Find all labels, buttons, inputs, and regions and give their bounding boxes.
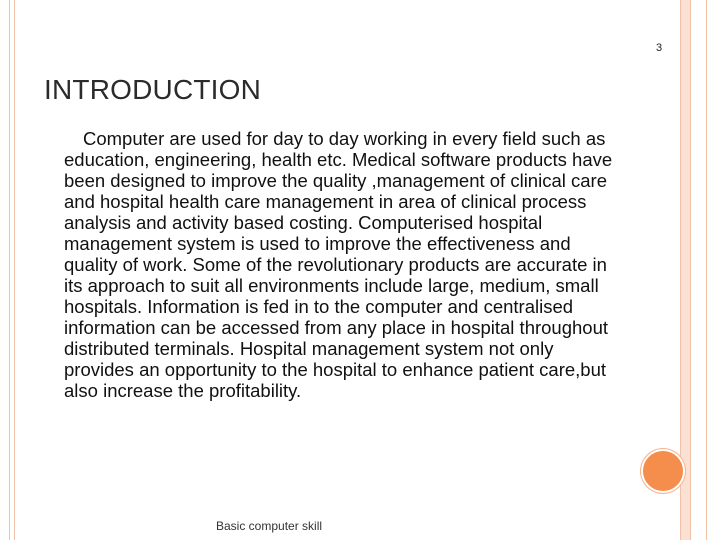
left-rail-inner [14,0,15,540]
slide-number: 3 [655,42,663,54]
orange-circle-decoration [641,449,685,493]
slide-body-text: Computer are used for day to day working in every field such as education, engineering, health etc. Medical software products have been designed to improve the quality ,management of clinical care and hospital health care management in area of clinical process analysis and activity based costing. Computerised hospital management system is used to improve the effectiveness and quality of work. Some of the revolutionary products are accurate in its approach to suit all environments include large, medium, small hospitals. Information is fed in to the computer and centralised information can be accessed from any place in hospital throughout distributed terminals. Hospital management system not only provides an opportunity to the hospital to enhance patient care,but also increase the profitability. [64,128,613,401]
right-decorative-line [706,0,707,540]
slide-footer: Basic computer skill [216,519,323,533]
left-rail-outer [9,0,10,540]
slide-title: INTRODUCTION [44,74,262,105]
